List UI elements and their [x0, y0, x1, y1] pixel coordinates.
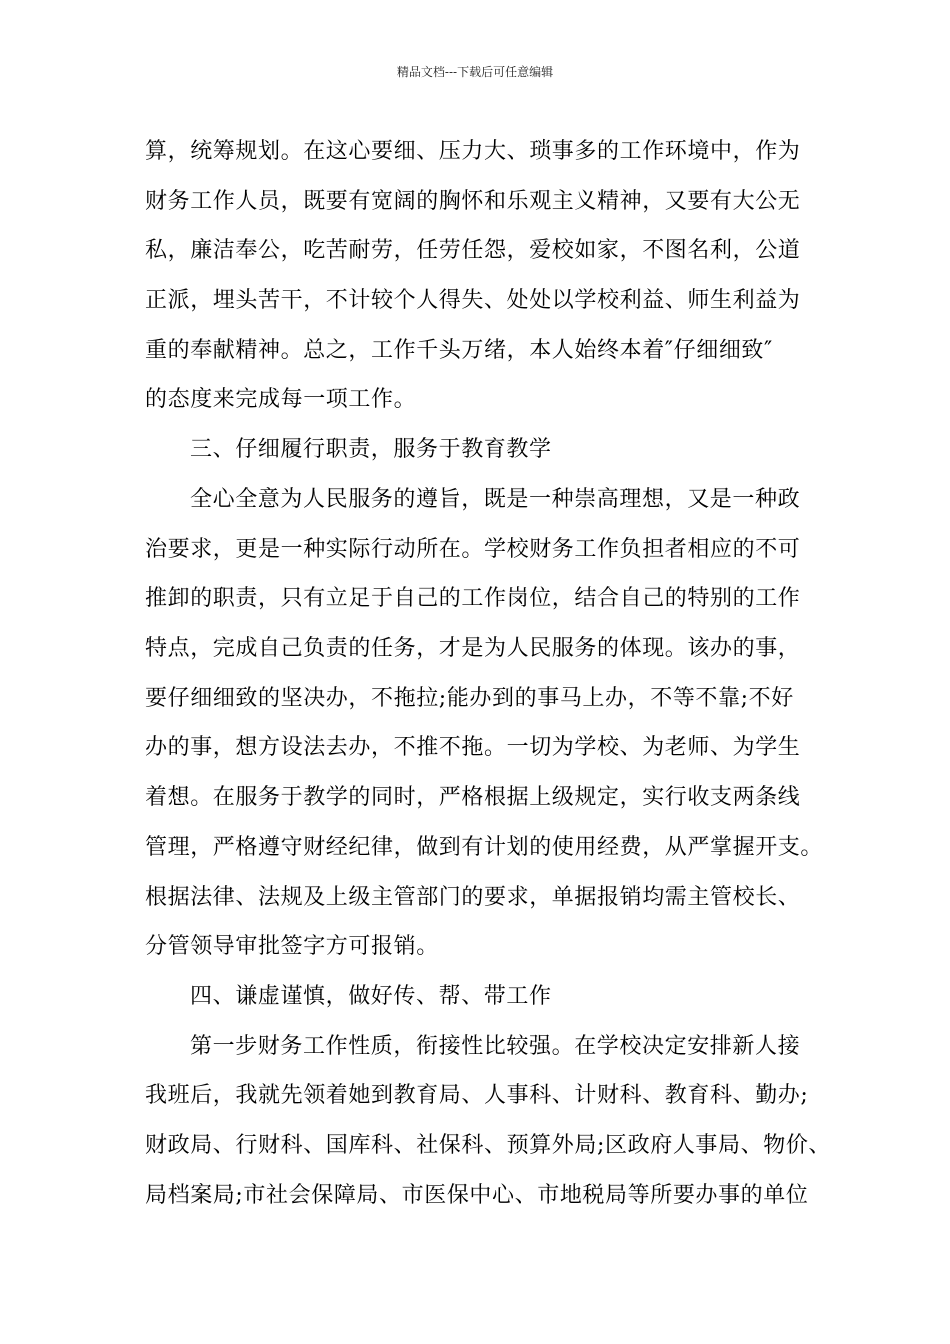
body-line: 办的事，想方设法去办，不推不拖。一切为学校、为老师、为学生 — [145, 735, 801, 760]
body-line: 着想。在服务于教学的同时，严格根据上级规定，实行收支两条线 — [145, 785, 801, 810]
body-line: 正派，埋头苦干，不计较个人得失、处处以学校利益、师生利益为 — [145, 288, 801, 313]
body-line: 重的奉献精神。总之，工作千头万绪，本人始终本着″仔细细致″ — [145, 338, 773, 363]
body-line: 治要求，更是一种实际行动所在。学校财务工作负担者相应的不可 — [145, 537, 801, 562]
body-line: 算，统筹规划。在这心要细、压力大、琐事多的工作环境中，作为 — [145, 139, 801, 164]
body-line: 财政局、行财科、国库科、社保科、预算外局;区政府人事局、物价、 — [145, 1133, 832, 1158]
section-heading: 四、谦虚谨慎，做好传、帮、带工作 — [190, 984, 552, 1009]
section-heading: 三、仔细履行职责，服务于教育教学 — [190, 437, 552, 462]
body-line: 财务工作人员，既要有宽阔的胸怀和乐观主义精神，又要有大公无 — [145, 189, 801, 214]
body-line: 局档案局;市社会保障局、市医保中心、市地税局等所要办事的单位 — [145, 1183, 809, 1208]
body-line: 的态度来完成每一项工作。 — [145, 387, 417, 412]
paragraph-first-line: 全心全意为人民服务的遵旨，既是一种崇高理想，又是一种政 — [190, 487, 801, 512]
body-line: 根据法律、法规及上级主管部门的要求，单据报销均需主管校长、 — [145, 885, 801, 910]
body-line: 推卸的职责，只有立足于自己的工作岗位，结合自己的特别的工作 — [145, 586, 801, 611]
page-header: 精品文档---下载后可任意编辑 — [396, 65, 554, 79]
body-line: 我班后，我就先领着她到教育局、人事科、计财科、教育科、勤办; — [145, 1083, 809, 1108]
body-line: 要仔细细致的坚决办，不拖拉;能办到的事马上办，不等不靠;不好 — [145, 686, 794, 711]
body-line: 管理，严格遵守财经纪律，做到有计划的使用经费，从严掌握开支。 — [145, 835, 824, 860]
paragraph-first-line: 第一步财务工作性质，衔接性比较强。在学校决定安排新人接 — [190, 1034, 801, 1059]
body-line: 私，廉洁奉公，吃苦耐劳，任劳任怨，爱校如家，不图名利，公道 — [145, 238, 801, 263]
body-line: 分管领导审批签字方可报销。 — [145, 934, 439, 959]
body-line: 特点，完成自己负责的任务，才是为人民服务的体现。该办的事， — [145, 636, 801, 661]
